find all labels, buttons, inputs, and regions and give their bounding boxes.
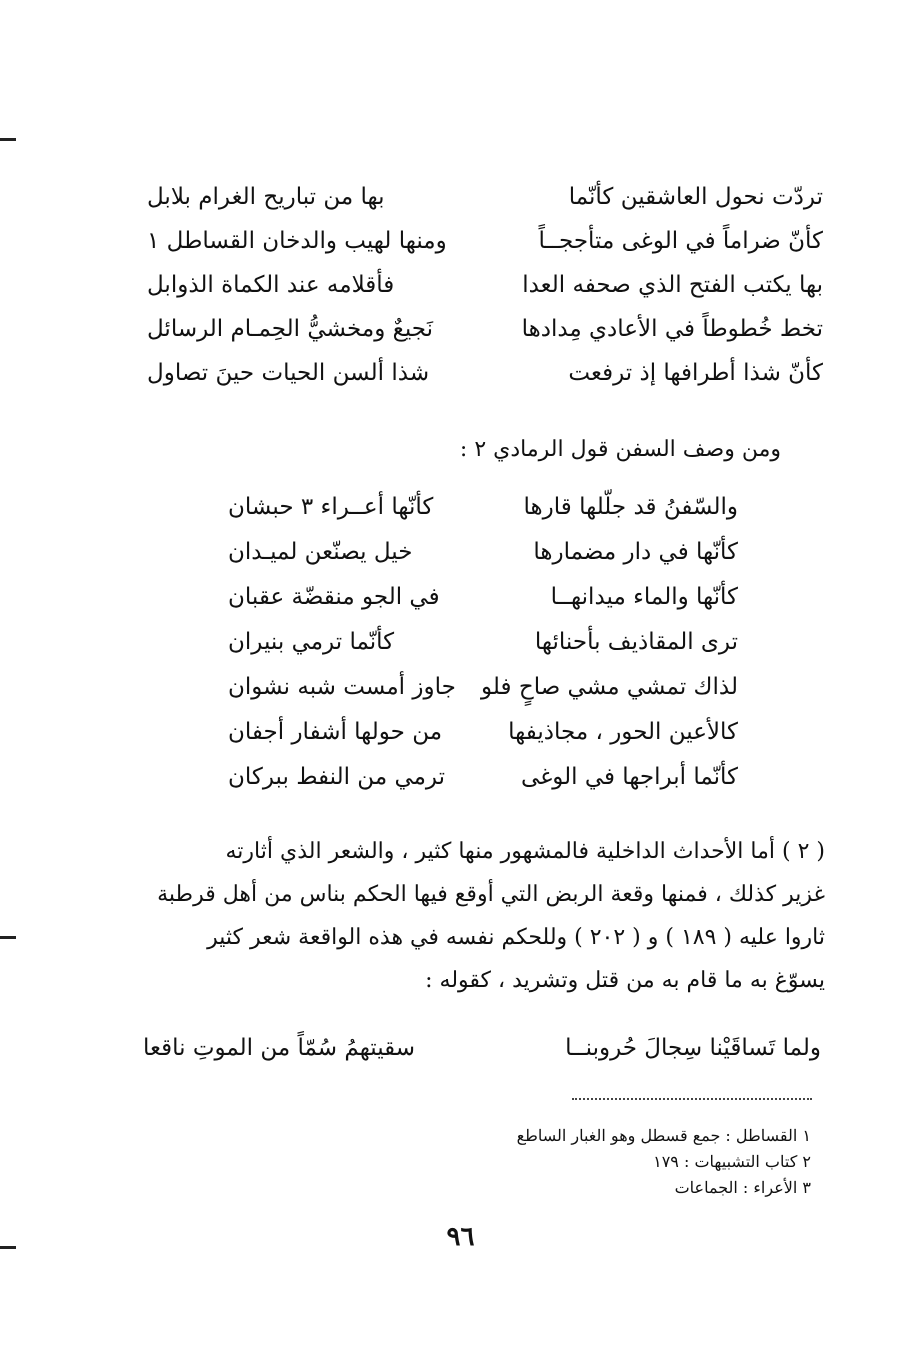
- verse-line: [228, 496, 738, 519]
- paragraph-line: غزير كذلك ، فمنها وقعة الربض التي أوقع فيها الحكم بناس من أهل قرطبة: [157, 882, 825, 907]
- verse-first-hemistich: لذاك تمشي مشي صاحٍ فلو: [481, 674, 738, 700]
- verse-second-hemistich: ترمي من النفط ببركان: [228, 764, 446, 790]
- verse-first-hemistich: ولما تَساقَيْنا سِجالَ حُروبنــا: [565, 1035, 821, 1061]
- verse-first-hemistich: كالأعين الحور ، مجاذيفها: [508, 719, 738, 745]
- verse-line: [228, 631, 738, 654]
- final-verse: [143, 1037, 821, 1060]
- verse-first-hemistich: تردّت نحول العاشقين كأنّما: [568, 184, 823, 210]
- verse-line: [147, 186, 823, 209]
- verse-line: [228, 541, 738, 564]
- footnote: ١ القساطل : جمع قسطل وهو الغبار الساطع: [516, 1126, 811, 1145]
- verse-first-hemistich: كأنّها في دار مضمارها: [533, 539, 738, 565]
- intro-line: ومن وصف السفن قول الرمادي ٢ :: [459, 437, 781, 462]
- poem-battle: [147, 186, 823, 385]
- verse-second-hemistich: كأنّما ترمي بنيران: [228, 629, 395, 655]
- verse-second-hemistich: كأنّها أعــراء ٣ حبشان: [228, 494, 434, 520]
- verse-line: [147, 230, 823, 253]
- footnote-separator: [572, 1098, 812, 1100]
- paragraph-line: ( ٢ ) أما الأحداث الداخلية فالمشهور منها كثير ، والشعر الذي أثارته: [225, 839, 825, 864]
- verse-first-hemistich: بها يكتب الفتح الذي صحفه العدا: [522, 272, 823, 298]
- page-number: ٩٦: [446, 1222, 475, 1252]
- verse-second-hemistich: سقيتهمُ سُمّاً من الموتِ ناقعا: [143, 1035, 416, 1061]
- verse-second-hemistich: جاوز أمست شبه نشوان: [228, 674, 456, 700]
- verse-second-hemistich: في الجو منقضّة عقبان: [228, 584, 440, 610]
- footnotes: [517, 1123, 811, 1201]
- verse-second-hemistich: من حولها أشفار أجفان: [228, 719, 443, 745]
- verse-second-hemistich: فأقلامه عند الكماة الذوابل: [147, 272, 395, 298]
- verse-line: [143, 1037, 821, 1060]
- verse-second-hemistich: نَجيعٌ ومخشيُّ الحِمـام الرسائل: [147, 316, 434, 342]
- verse-line: [147, 318, 823, 341]
- verse-line: [228, 676, 738, 699]
- verse-first-hemistich: ترى المقاذيف بأحنائها: [534, 629, 738, 655]
- body-paragraph: [135, 830, 825, 1002]
- verse-second-hemistich: خيل يصنّعن لميـدان: [228, 539, 413, 565]
- paragraph-line: ثاروا عليه ( ١٨٩ ) و ( ٢٠٢ ) وللحكم نفسه في هذه الواقعة شعر كثير: [207, 925, 825, 950]
- verse-first-hemistich: كأنّ شذا أطرافها إذ ترفعت: [568, 360, 823, 386]
- verse-line: [228, 766, 738, 789]
- verse-line: [147, 362, 823, 385]
- verse-first-hemistich: كأنّها والماء ميدانهــا: [550, 584, 738, 610]
- footnote: ٢ كتاب التشبيهات : ١٧٩: [653, 1152, 811, 1171]
- verse-line: [228, 586, 738, 609]
- poem-ships: [228, 496, 738, 789]
- verse-second-hemistich: ومنها لهيب والدخان القساطل ١: [147, 228, 447, 254]
- edge-mark: [0, 936, 16, 939]
- footnote: ٣ الأعراء : الجماعات: [674, 1178, 811, 1197]
- verse-second-hemistich: شذا ألسن الحيات حينَ تصاول: [147, 360, 430, 386]
- verse-line: [147, 274, 823, 297]
- verse-second-hemistich: بها من تباريح الغرام بلابل: [147, 184, 385, 210]
- verse-line: [228, 721, 738, 744]
- paragraph-line: يسوّغ به ما قام به من قتل وتشريد ، كقوله :: [425, 968, 825, 993]
- verse-first-hemistich: تخط خُطوطاً في الأعادي مِدادها: [521, 316, 823, 342]
- verse-first-hemistich: والسّفنُ قد جلّلها قارها: [523, 494, 738, 520]
- edge-mark: [0, 138, 16, 141]
- verse-first-hemistich: كأنّما أبراجها في الوغى: [521, 764, 738, 790]
- verse-first-hemistich: كأنّ ضراماً في الوغى متأججــاً: [538, 228, 823, 254]
